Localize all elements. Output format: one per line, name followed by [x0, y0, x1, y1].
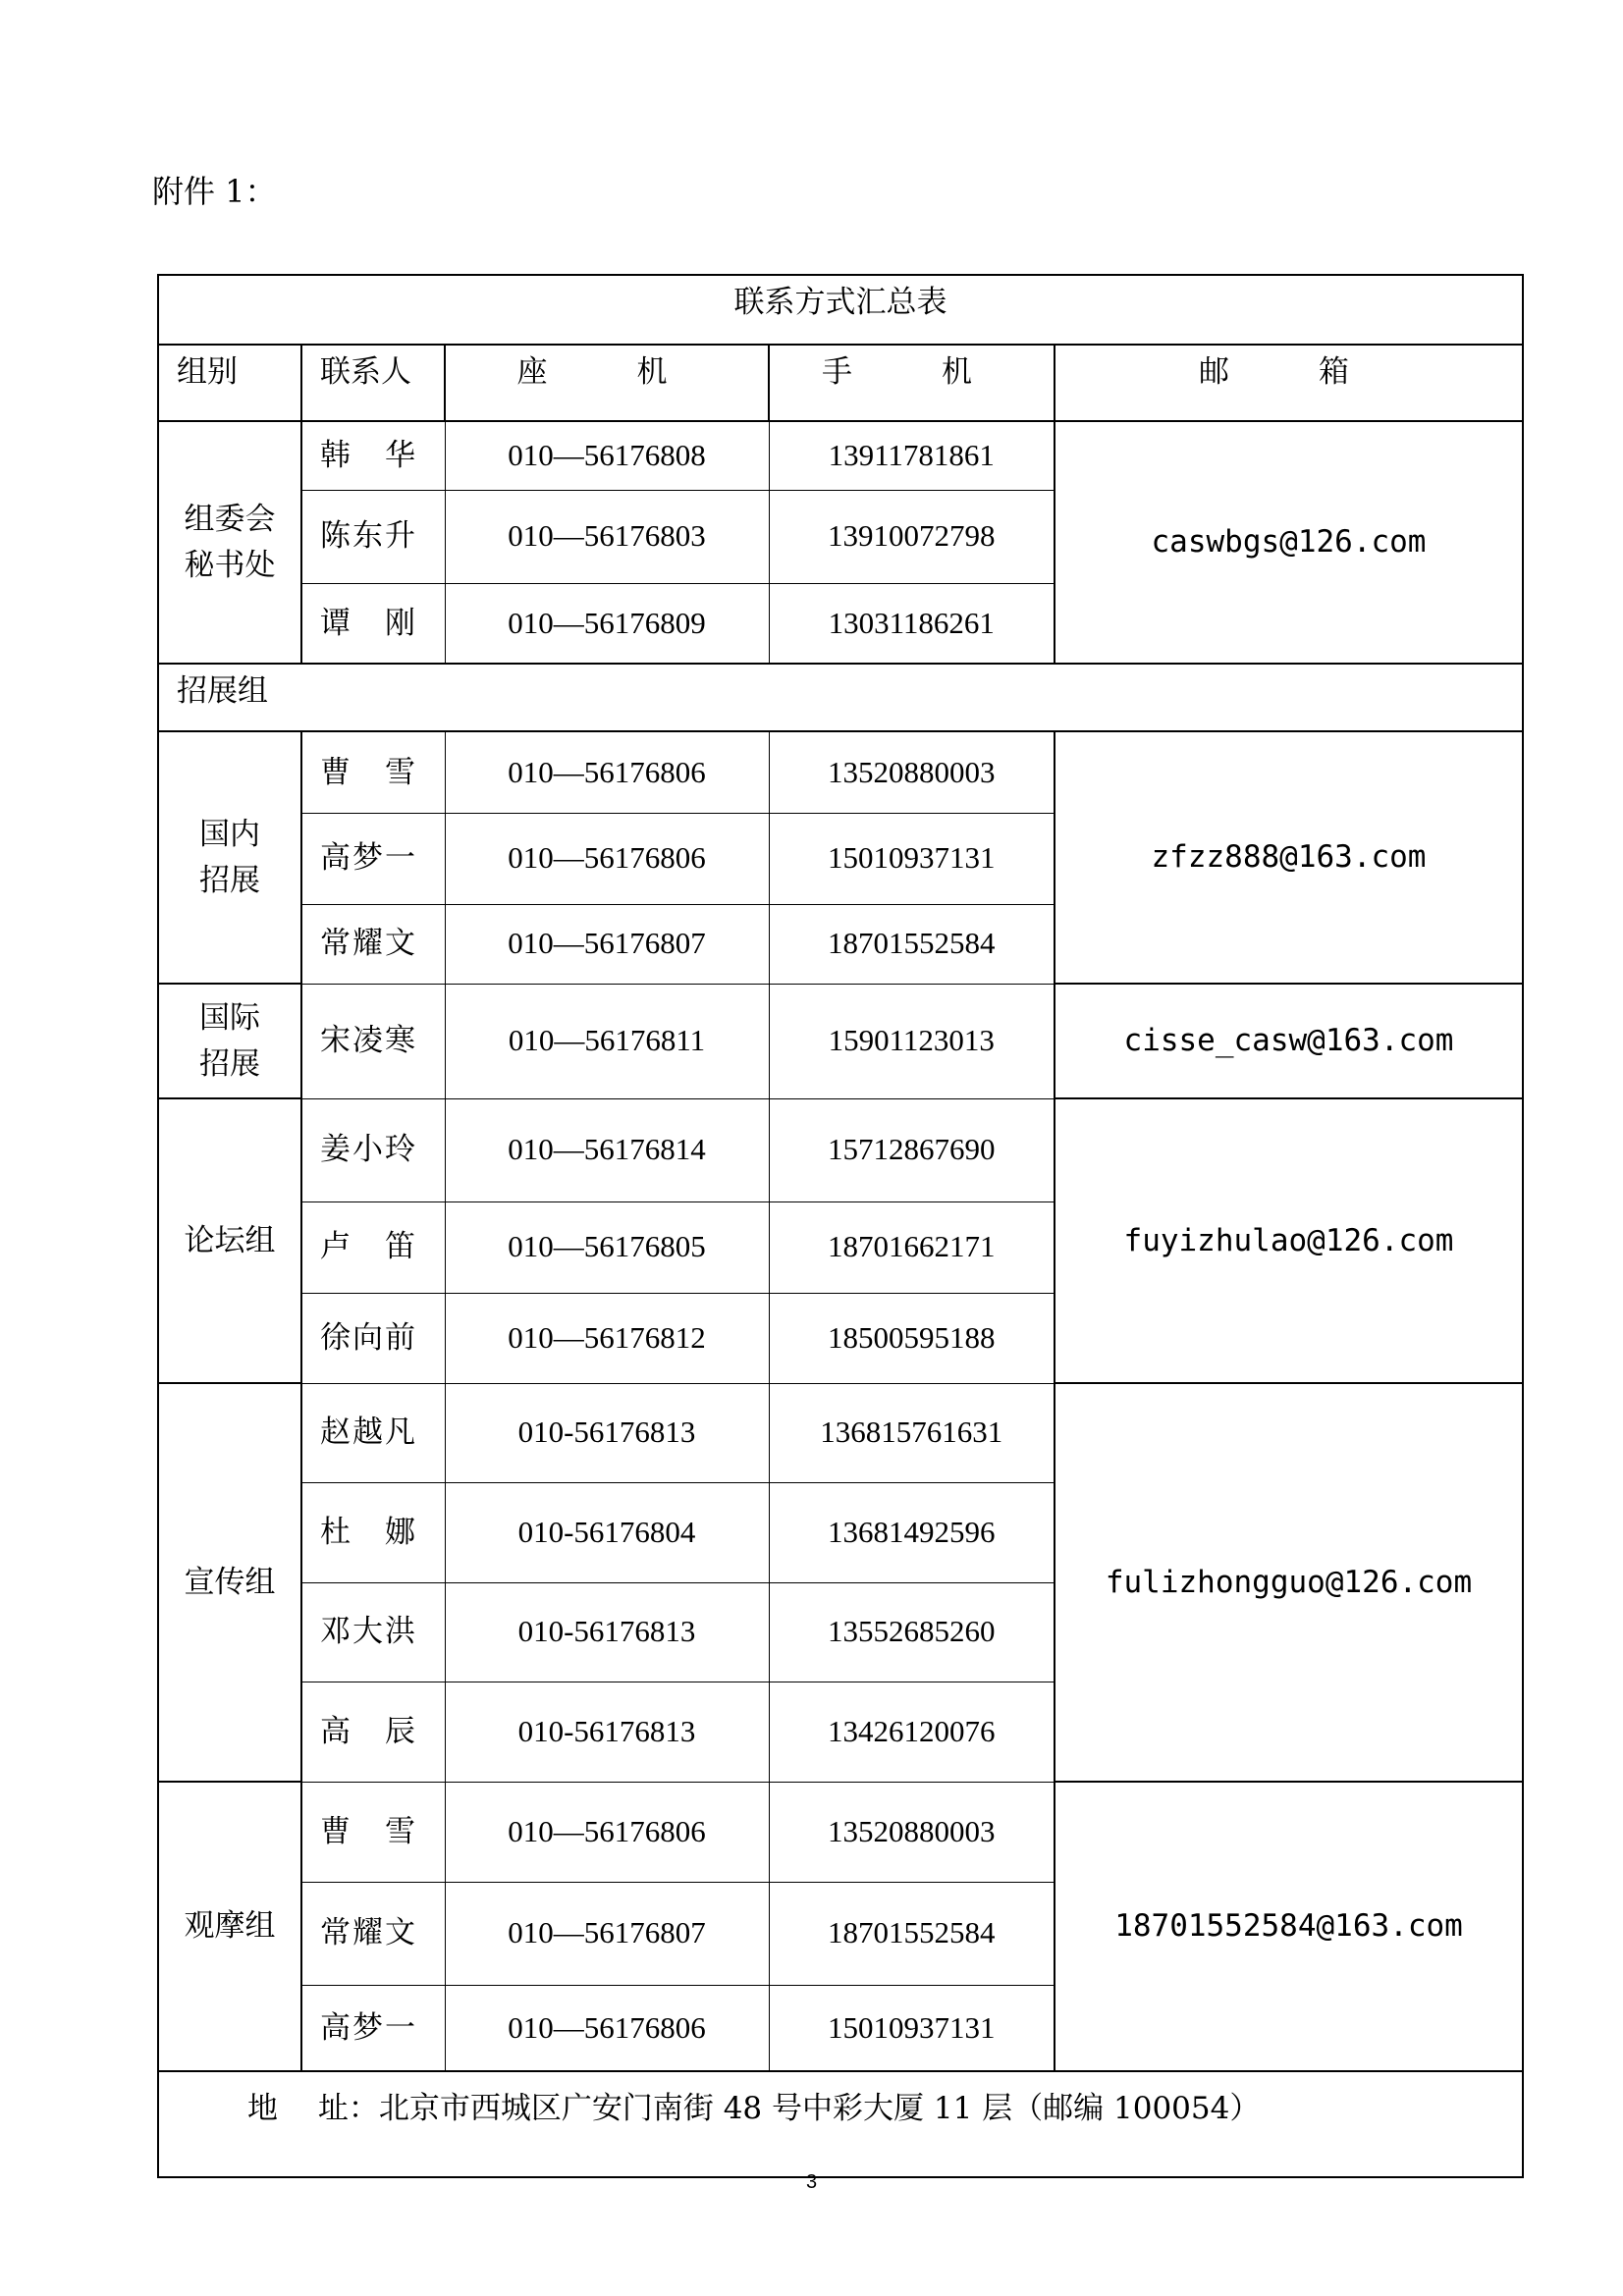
table-row [158, 1782, 1523, 1882]
email-value: fuyizhulao@126.com [1055, 1098, 1523, 1383]
contact-name: 姜小玲 [301, 1098, 445, 1201]
table-title: 联系方式汇总表 [158, 275, 1523, 345]
contact-name: 杜 娜 [301, 1482, 445, 1582]
contact-name: 高 辰 [301, 1682, 445, 1782]
contact-name: 常耀文 [301, 904, 445, 984]
contact-name: 宋凌寒 [301, 984, 445, 1098]
landline-value: 010-56176813 [445, 1582, 769, 1682]
email-value: zfzz888@163.com [1055, 731, 1523, 984]
contact-name: 高梦一 [301, 1985, 445, 2071]
mobile-value: 18701552584 [769, 904, 1055, 984]
landline-value: 010—56176806 [445, 1782, 769, 1882]
table-row [158, 1098, 1523, 1201]
mobile-value: 18500595188 [769, 1293, 1055, 1383]
mobile-value: 13910072798 [769, 490, 1055, 583]
header-group: 组别 [158, 345, 301, 421]
table-title-row [158, 275, 1523, 345]
contact-name: 高梦一 [301, 813, 445, 904]
group-label-line: 国内 [199, 817, 260, 852]
mobile-value: 18701552584 [769, 1882, 1055, 1985]
address-text: 地 址：北京市西城区广安门南街 48 号中彩大厦 11 层（邮编 100054） [158, 2071, 1523, 2177]
mobile-value: 18701662171 [769, 1201, 1055, 1293]
landline-value: 010—56176806 [445, 813, 769, 904]
email-value: cisse_casw@163.com [1055, 984, 1523, 1098]
contact-name: 韩 华 [301, 421, 445, 490]
address-row [158, 2071, 1523, 2177]
mobile-value: 136815761631 [769, 1383, 1055, 1482]
mobile-value: 13552685260 [769, 1582, 1055, 1682]
group-cell-international [158, 984, 301, 1098]
mobile-value: 13911781861 [769, 421, 1055, 490]
group-label-line: 招展 [199, 1045, 260, 1082]
contact-name: 曹 雪 [301, 1782, 445, 1882]
table-row [158, 1383, 1523, 1482]
email-value: fulizhongguo@126.com [1055, 1383, 1523, 1782]
email-value: caswbgs@126.com [1055, 421, 1523, 664]
annex-label: 附件 1： [152, 173, 277, 210]
header-landline: 座 机 [445, 345, 769, 421]
table-row [158, 421, 1523, 490]
landline-value: 010—56176808 [445, 421, 769, 490]
contact-name: 卢 笛 [301, 1201, 445, 1293]
landline-value: 010-56176804 [445, 1482, 769, 1582]
landline-value: 010-56176813 [445, 1383, 769, 1482]
email-value: 18701552584@163.com [1055, 1782, 1523, 2071]
landline-value: 010-56176813 [445, 1682, 769, 1782]
contact-name: 赵越凡 [301, 1383, 445, 1482]
section-label-exhibition: 招展组 [158, 664, 1523, 731]
mobile-value: 13520880003 [769, 1782, 1055, 1882]
landline-value: 010—56176807 [445, 1882, 769, 1985]
group-cell-domestic [158, 731, 301, 984]
group-label-line: 组委会 [184, 502, 276, 537]
header-contact: 联系人 [301, 345, 445, 421]
mobile-value: 13426120076 [769, 1682, 1055, 1782]
group-label-line: 国际 [199, 1000, 260, 1036]
landline-value: 010—56176809 [445, 583, 769, 664]
landline-value: 010—56176806 [445, 1985, 769, 2071]
landline-value: 010—56176811 [445, 984, 769, 1098]
table-row [158, 731, 1523, 813]
landline-value: 010—56176807 [445, 904, 769, 984]
group-cell-secretariat [158, 421, 301, 664]
mobile-value: 15010937131 [769, 813, 1055, 904]
contact-name: 谭 刚 [301, 583, 445, 664]
mobile-value: 15901123013 [769, 984, 1055, 1098]
group-cell-publicity: 宣传组 [158, 1383, 301, 1782]
mobile-value: 13520880003 [769, 731, 1055, 813]
mobile-value: 13031186261 [769, 583, 1055, 664]
page-number: 3 [805, 2171, 818, 2193]
section-row-exhibition [158, 664, 1523, 731]
header-email: 邮 箱 [1055, 345, 1523, 421]
contact-summary-table [157, 274, 1524, 2178]
landline-value: 010—56176814 [445, 1098, 769, 1201]
table-header-row [158, 345, 1523, 421]
landline-value: 010—56176806 [445, 731, 769, 813]
group-label-line: 招展 [199, 862, 260, 898]
landline-value: 010—56176805 [445, 1201, 769, 1293]
contact-name: 曹 雪 [301, 731, 445, 813]
contact-name: 常耀文 [301, 1882, 445, 1985]
landline-value: 010—56176803 [445, 490, 769, 583]
mobile-value: 15010937131 [769, 1985, 1055, 2071]
mobile-value: 13681492596 [769, 1482, 1055, 1582]
contact-name: 陈东升 [301, 490, 445, 583]
group-label-line: 秘书处 [184, 547, 276, 583]
contact-name: 邓大洪 [301, 1582, 445, 1682]
contact-name: 徐向前 [301, 1293, 445, 1383]
landline-value: 010—56176812 [445, 1293, 769, 1383]
mobile-value: 15712867690 [769, 1098, 1055, 1201]
group-cell-observation: 观摩组 [158, 1782, 301, 2071]
header-mobile: 手 机 [769, 345, 1055, 421]
table-row [158, 984, 1523, 1098]
group-cell-forum: 论坛组 [158, 1098, 301, 1383]
